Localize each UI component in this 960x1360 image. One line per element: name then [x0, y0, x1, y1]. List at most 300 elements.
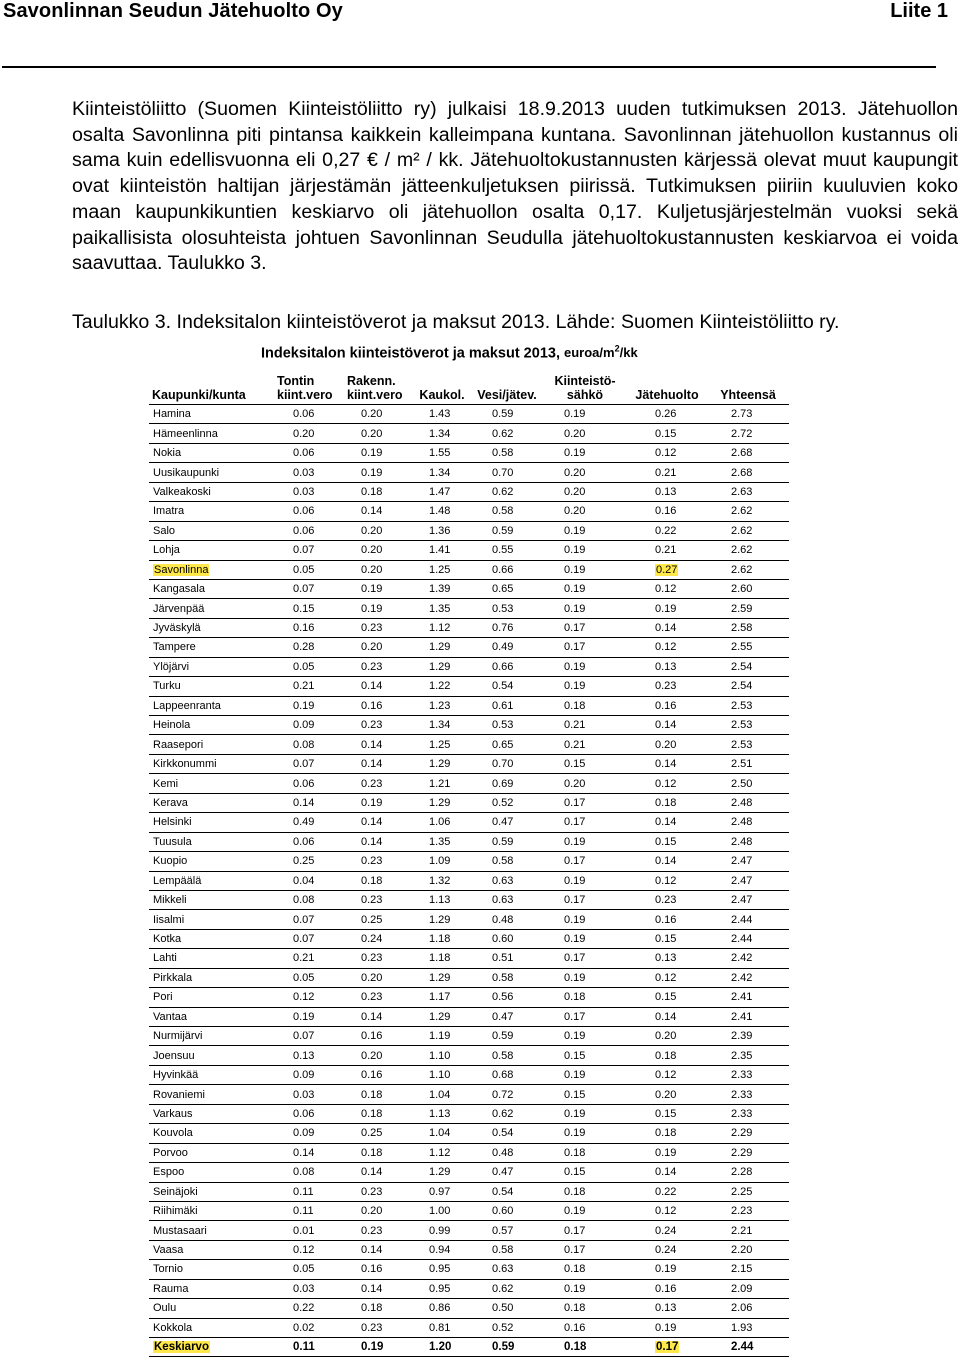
cell-city: Ylöjärvi	[149, 657, 269, 676]
cell-total: 2.39	[707, 1027, 789, 1046]
cell-building-tax: 0.14	[339, 1007, 413, 1026]
cell-heating: 1.34	[413, 716, 471, 735]
cell-water: 0.52	[471, 793, 543, 812]
cell-plot-tax: 0.07	[269, 579, 339, 598]
cell-waste: 0.22	[627, 1182, 707, 1201]
table-row	[149, 890, 789, 909]
table-row	[149, 1027, 789, 1046]
col-header-building-tax: Rakenn. kiint.vero	[339, 362, 413, 405]
cell-heating: 1.35	[413, 832, 471, 851]
cell-building-tax: 0.14	[339, 677, 413, 696]
cell-heating: 1.43	[413, 405, 471, 424]
cell-total: 2.42	[707, 949, 789, 968]
cell-total: 2.55	[707, 638, 789, 657]
cell-water: 0.59	[471, 1027, 543, 1046]
table-row	[149, 1104, 789, 1123]
cell-heating: 1.48	[413, 502, 471, 521]
cell-electricity: 0.18	[543, 1299, 627, 1318]
cell-water: 0.55	[471, 541, 543, 560]
col-header-water: Vesi/jätev.	[471, 362, 543, 405]
cell-water: 0.66	[471, 560, 543, 579]
cell-city: Imatra	[149, 502, 269, 521]
cell-plot-tax: 0.14	[269, 1143, 339, 1162]
cell-waste: 0.13	[627, 949, 707, 968]
cell-total: 2.63	[707, 482, 789, 501]
cell-city: Kotka	[149, 929, 269, 948]
cell-heating: 1.21	[413, 774, 471, 793]
cell-plot-tax: 0.08	[269, 890, 339, 909]
cell-water: 0.72	[471, 1085, 543, 1104]
cell-waste: 0.15	[627, 988, 707, 1007]
cell-waste: 0.13	[627, 657, 707, 676]
cell-total: 2.28	[707, 1163, 789, 1182]
cell-waste: 0.12	[627, 443, 707, 462]
cell-electricity: 0.15	[543, 1085, 627, 1104]
cell-total: 2.59	[707, 599, 789, 618]
cell-building-tax: 0.18	[339, 1104, 413, 1123]
cell-plot-tax: 0.21	[269, 677, 339, 696]
cell-waste: 0.19	[627, 599, 707, 618]
cell-water: 0.49	[471, 638, 543, 657]
cell-waste: 0.23	[627, 677, 707, 696]
cell-electricity: 0.18	[543, 1260, 627, 1279]
cell-water: 0.62	[471, 424, 543, 443]
cell-city: Tampere	[149, 638, 269, 657]
cell-total: 2.50	[707, 774, 789, 793]
cell-heating: 1.20	[413, 1338, 471, 1357]
cell-heating: 0.94	[413, 1240, 471, 1259]
cell-total: 2.35	[707, 1046, 789, 1065]
cell-plot-tax: 0.06	[269, 521, 339, 540]
cell-electricity: 0.15	[543, 754, 627, 773]
cell-heating: 1.47	[413, 482, 471, 501]
table-row	[149, 988, 789, 1007]
cell-total: 2.33	[707, 1085, 789, 1104]
cell-total: 2.60	[707, 579, 789, 598]
cell-heating: 0.99	[413, 1221, 471, 1240]
cell-plot-tax: 0.03	[269, 1279, 339, 1298]
cell-city: Savonlinna	[149, 560, 269, 579]
cell-water: 0.76	[471, 618, 543, 637]
table-row	[149, 1240, 789, 1259]
cell-building-tax: 0.20	[339, 405, 413, 424]
cell-plot-tax: 0.05	[269, 1260, 339, 1279]
cell-waste: 0.12	[627, 579, 707, 598]
cell-water: 0.69	[471, 774, 543, 793]
cell-heating: 1.29	[413, 1163, 471, 1182]
cell-heating: 1.25	[413, 735, 471, 754]
cell-total: 2.47	[707, 852, 789, 871]
cell-electricity: 0.19	[543, 968, 627, 987]
cell-plot-tax: 0.14	[269, 793, 339, 812]
cell-water: 0.48	[471, 910, 543, 929]
cell-total: 1.93	[707, 1318, 789, 1337]
cell-water: 0.47	[471, 813, 543, 832]
cell-waste: 0.12	[627, 1201, 707, 1220]
cell-building-tax: 0.20	[339, 968, 413, 987]
cell-building-tax: 0.16	[339, 1260, 413, 1279]
cell-building-tax: 0.20	[339, 1201, 413, 1220]
cell-water: 0.52	[471, 1318, 543, 1337]
cell-electricity: 0.19	[543, 871, 627, 890]
cell-building-tax: 0.14	[339, 754, 413, 773]
cell-plot-tax: 0.05	[269, 968, 339, 987]
cell-total: 2.25	[707, 1182, 789, 1201]
table-row	[149, 852, 789, 871]
table-row	[149, 677, 789, 696]
cell-waste: 0.24	[627, 1240, 707, 1259]
cell-plot-tax: 0.19	[269, 696, 339, 715]
cell-building-tax: 0.20	[339, 541, 413, 560]
cell-total: 2.29	[707, 1143, 789, 1162]
cell-waste: 0.14	[627, 716, 707, 735]
cell-building-tax: 0.23	[339, 657, 413, 676]
cell-building-tax: 0.19	[339, 793, 413, 812]
cell-total: 2.47	[707, 871, 789, 890]
cell-heating: 1.34	[413, 463, 471, 482]
cell-electricity: 0.19	[543, 1279, 627, 1298]
cell-plot-tax: 0.06	[269, 443, 339, 462]
cell-city: Kokkola	[149, 1318, 269, 1337]
cell-water: 0.58	[471, 852, 543, 871]
cell-total: 2.62	[707, 541, 789, 560]
cell-waste: 0.21	[627, 463, 707, 482]
cell-city: Raasepori	[149, 735, 269, 754]
cell-water: 0.54	[471, 1124, 543, 1143]
cell-electricity: 0.15	[543, 1046, 627, 1065]
cell-waste: 0.15	[627, 832, 707, 851]
cell-building-tax: 0.20	[339, 638, 413, 657]
cell-total: 2.20	[707, 1240, 789, 1259]
table-row	[149, 424, 789, 443]
cell-building-tax: 0.19	[339, 1338, 413, 1357]
intro-text: Kiinteistöliitto (Suomen Kiinteistöliitto ry) julkaisi 18.9.2013 uuden tutkimuksen 2013. Jätehuollon osalta Savonlinna piti pintansa kaikkein kalleimpana kuntana. Savonlinnan jätehuollon kustannus oli sama kuin edellisvuonna eli 0,27 € / m² / kk. Jätehuoltokustannusten kärjessä olevat muut kaupungit ovat kiinteistön haltijan järjestämän jätteenkuljetuksen piirissä. Tutkimuksen piiriin kuuluvien koko maan kaupunkikuntien keskiarvo oli jätehuollon osalta 0,17. Kuljetusjärjestelmän vuoksi sekä paikallisista olosuhteista johtuen Savonlinnan Seudulla jätehuoltokustannusten keskiarvoa ei voida saavuttaa. Taulukko 3.	[72, 98, 958, 275]
cell-water: 0.63	[471, 871, 543, 890]
cell-city: Tornio	[149, 1260, 269, 1279]
cell-water: 0.59	[471, 832, 543, 851]
cell-total: 2.06	[707, 1299, 789, 1318]
cell-city: Kouvola	[149, 1124, 269, 1143]
table-title	[261, 344, 638, 361]
cell-waste: 0.13	[627, 1299, 707, 1318]
table-row	[149, 502, 789, 521]
cell-total: 2.48	[707, 832, 789, 851]
cell-city: Vaasa	[149, 1240, 269, 1259]
cell-waste: 0.22	[627, 521, 707, 540]
table-title-text: Indeksitalon kiinteistöverot ja maksut 2013,	[261, 345, 560, 362]
cell-electricity: 0.18	[543, 1182, 627, 1201]
table-row	[149, 1124, 789, 1143]
cell-electricity: 0.19	[543, 521, 627, 540]
cell-total: 2.15	[707, 1260, 789, 1279]
cell-plot-tax: 0.04	[269, 871, 339, 890]
table-caption: Taulukko 3. Indeksitalon kiinteistöverot ja maksut 2013. Lähde: Suomen Kiinteistöliitto ry.	[72, 311, 840, 333]
cell-waste: 0.18	[627, 1046, 707, 1065]
cell-water: 0.58	[471, 502, 543, 521]
cell-building-tax: 0.20	[339, 1046, 413, 1065]
cell-heating: 1.41	[413, 541, 471, 560]
cell-electricity: 0.19	[543, 929, 627, 948]
cell-city: Kemi	[149, 774, 269, 793]
cell-plot-tax: 0.05	[269, 657, 339, 676]
cell-water: 0.47	[471, 1007, 543, 1026]
cell-heating: 1.09	[413, 852, 471, 871]
cell-total: 2.48	[707, 793, 789, 812]
col-header-waste: Jätehuolto	[627, 362, 707, 405]
cell-total: 2.62	[707, 521, 789, 540]
cell-city: Kangasala	[149, 579, 269, 598]
cell-city: Espoo	[149, 1163, 269, 1182]
table-row	[149, 1221, 789, 1240]
cell-building-tax: 0.20	[339, 424, 413, 443]
cell-building-tax: 0.23	[339, 716, 413, 735]
cell-heating: 1.00	[413, 1201, 471, 1220]
cell-total: 2.33	[707, 1104, 789, 1123]
cell-heating: 1.35	[413, 599, 471, 618]
cell-total: 2.44	[707, 910, 789, 929]
cell-city: Helsinki	[149, 813, 269, 832]
cell-waste: 0.12	[627, 968, 707, 987]
cell-plot-tax: 0.25	[269, 852, 339, 871]
cell-electricity: 0.17	[543, 618, 627, 637]
cell-total: 2.53	[707, 716, 789, 735]
cell-electricity: 0.17	[543, 1221, 627, 1240]
cell-heating: 0.97	[413, 1182, 471, 1201]
cell-heating: 1.29	[413, 910, 471, 929]
cell-city: Kerava	[149, 793, 269, 812]
cell-water: 0.65	[471, 735, 543, 754]
cell-heating: 1.04	[413, 1124, 471, 1143]
cell-building-tax: 0.23	[339, 988, 413, 1007]
cell-water: 0.70	[471, 463, 543, 482]
cell-city: Uusikaupunki	[149, 463, 269, 482]
table-row	[149, 832, 789, 851]
table-row	[149, 1318, 789, 1337]
cell-electricity: 0.19	[543, 1201, 627, 1220]
cell-heating: 0.95	[413, 1279, 471, 1298]
cell-heating: 1.06	[413, 813, 471, 832]
cell-city: Oulu	[149, 1299, 269, 1318]
cost-table	[149, 362, 789, 1357]
cell-building-tax: 0.14	[339, 502, 413, 521]
intro-paragraph	[72, 97, 958, 277]
cell-plot-tax: 0.11	[269, 1338, 339, 1357]
cell-electricity: 0.17	[543, 1007, 627, 1026]
company-name: Savonlinnan Seudun Jätehuolto Oy	[3, 0, 343, 22]
cell-total: 2.47	[707, 890, 789, 909]
cell-heating: 0.95	[413, 1260, 471, 1279]
cell-building-tax: 0.14	[339, 1279, 413, 1298]
cell-plot-tax: 0.12	[269, 1240, 339, 1259]
table-row	[149, 579, 789, 598]
cell-waste: 0.15	[627, 929, 707, 948]
cell-plot-tax: 0.06	[269, 502, 339, 521]
table-row	[149, 1046, 789, 1065]
cell-heating: 1.55	[413, 443, 471, 462]
cell-city: Seinäjoki	[149, 1182, 269, 1201]
cell-city: Vantaa	[149, 1007, 269, 1026]
cell-water: 0.59	[471, 1338, 543, 1357]
cell-waste: 0.14	[627, 618, 707, 637]
col-header-city: Kaupunki/kunta	[149, 362, 269, 405]
cell-water: 0.50	[471, 1299, 543, 1318]
cell-total: 2.51	[707, 754, 789, 773]
cell-water: 0.60	[471, 1201, 543, 1220]
cell-plot-tax: 0.16	[269, 618, 339, 637]
cell-electricity: 0.20	[543, 482, 627, 501]
cell-electricity: 0.19	[543, 657, 627, 676]
cell-electricity: 0.18	[543, 1338, 627, 1357]
cell-electricity: 0.19	[543, 579, 627, 598]
cell-heating: 1.17	[413, 988, 471, 1007]
table-row	[149, 774, 789, 793]
cell-waste: 0.27	[627, 560, 707, 579]
cell-building-tax: 0.19	[339, 599, 413, 618]
cell-city: Jyväskylä	[149, 618, 269, 637]
table-row	[149, 541, 789, 560]
cell-city: Salo	[149, 521, 269, 540]
cell-plot-tax: 0.19	[269, 1007, 339, 1026]
cell-waste: 0.26	[627, 405, 707, 424]
cell-total: 2.72	[707, 424, 789, 443]
cell-plot-tax: 0.03	[269, 1085, 339, 1104]
cell-building-tax: 0.20	[339, 560, 413, 579]
cell-city: Lempäälä	[149, 871, 269, 890]
cell-building-tax: 0.23	[339, 1318, 413, 1337]
cell-plot-tax: 0.06	[269, 405, 339, 424]
cell-electricity: 0.19	[543, 443, 627, 462]
cell-electricity: 0.17	[543, 638, 627, 657]
cell-plot-tax: 0.07	[269, 541, 339, 560]
cell-heating: 1.23	[413, 696, 471, 715]
cell-water: 0.68	[471, 1065, 543, 1084]
cell-water: 0.59	[471, 521, 543, 540]
cell-plot-tax: 0.09	[269, 716, 339, 735]
cell-heating: 1.29	[413, 793, 471, 812]
cell-city: Mustasaari	[149, 1221, 269, 1240]
cell-building-tax: 0.24	[339, 929, 413, 948]
cell-city: Järvenpää	[149, 599, 269, 618]
cell-water: 0.70	[471, 754, 543, 773]
cell-plot-tax: 0.07	[269, 910, 339, 929]
table-body	[149, 405, 789, 1357]
cell-plot-tax: 0.13	[269, 1046, 339, 1065]
cell-heating: 1.19	[413, 1027, 471, 1046]
cell-electricity: 0.15	[543, 1163, 627, 1182]
cell-electricity: 0.20	[543, 424, 627, 443]
cell-plot-tax: 0.21	[269, 949, 339, 968]
cell-building-tax: 0.23	[339, 949, 413, 968]
cell-electricity: 0.21	[543, 716, 627, 735]
cell-plot-tax: 0.15	[269, 599, 339, 618]
cell-city: Hyvinkää	[149, 1065, 269, 1084]
cell-water: 0.58	[471, 443, 543, 462]
cell-waste: 0.12	[627, 871, 707, 890]
cell-water: 0.58	[471, 1240, 543, 1259]
cell-city: Hamina	[149, 405, 269, 424]
cell-waste: 0.15	[627, 1104, 707, 1123]
table-row	[149, 929, 789, 948]
table-row	[149, 618, 789, 637]
cell-city: Keskiarvo	[149, 1338, 269, 1357]
cell-electricity: 0.19	[543, 1104, 627, 1123]
cell-water: 0.59	[471, 405, 543, 424]
cell-city: Nokia	[149, 443, 269, 462]
cell-total: 2.53	[707, 696, 789, 715]
table-row	[149, 1085, 789, 1104]
cell-city: Pori	[149, 988, 269, 1007]
cell-heating: 1.32	[413, 871, 471, 890]
cell-total: 2.41	[707, 1007, 789, 1026]
col-header-electricity: Kiinteistö- sähkö	[543, 362, 627, 405]
cell-electricity: 0.17	[543, 793, 627, 812]
cell-city: Pirkkala	[149, 968, 269, 987]
cell-heating: 1.18	[413, 929, 471, 948]
cell-heating: 1.12	[413, 618, 471, 637]
cell-electricity: 0.19	[543, 541, 627, 560]
table-title-unit: euroa/$m^2/kk$	[564, 344, 638, 361]
cell-electricity: 0.19	[543, 910, 627, 929]
cell-electricity: 0.16	[543, 1318, 627, 1337]
cell-city: Varkaus	[149, 1104, 269, 1123]
cell-plot-tax: 0.09	[269, 1124, 339, 1143]
cell-electricity: 0.21	[543, 735, 627, 754]
cell-electricity: 0.18	[543, 1143, 627, 1162]
cell-heating: 1.04	[413, 1085, 471, 1104]
cell-electricity: 0.20	[543, 774, 627, 793]
col-header-total: Yhteensä	[707, 362, 789, 405]
cell-city: Mikkeli	[149, 890, 269, 909]
cell-electricity: 0.18	[543, 696, 627, 715]
cell-heating: 1.39	[413, 579, 471, 598]
header-divider	[2, 66, 936, 68]
cell-plot-tax: 0.49	[269, 813, 339, 832]
cell-heating: 1.29	[413, 1007, 471, 1026]
cell-heating: 1.12	[413, 1143, 471, 1162]
cell-total: 2.62	[707, 560, 789, 579]
cell-waste: 0.19	[627, 1318, 707, 1337]
cell-plot-tax: 0.07	[269, 754, 339, 773]
table-row	[149, 1163, 789, 1182]
cell-water: 0.58	[471, 1046, 543, 1065]
cell-electricity: 0.17	[543, 890, 627, 909]
cell-waste: 0.13	[627, 482, 707, 501]
table-row	[149, 443, 789, 462]
table-row	[149, 1007, 789, 1026]
cell-plot-tax: 0.11	[269, 1201, 339, 1220]
cell-total: 2.44	[707, 1338, 789, 1357]
cell-total: 2.29	[707, 1124, 789, 1143]
cell-water: 0.48	[471, 1143, 543, 1162]
cell-waste: 0.19	[627, 1143, 707, 1162]
table-row	[149, 754, 789, 773]
cell-plot-tax: 0.02	[269, 1318, 339, 1337]
cell-building-tax: 0.16	[339, 1065, 413, 1084]
cell-plot-tax: 0.28	[269, 638, 339, 657]
table-header-row	[149, 362, 789, 405]
cell-waste: 0.18	[627, 793, 707, 812]
cell-building-tax: 0.19	[339, 463, 413, 482]
cell-electricity: 0.19	[543, 1124, 627, 1143]
cell-total: 2.41	[707, 988, 789, 1007]
cell-electricity: 0.18	[543, 988, 627, 1007]
cell-waste: 0.12	[627, 774, 707, 793]
cell-electricity: 0.20	[543, 502, 627, 521]
cell-city: Lappeenranta	[149, 696, 269, 715]
cell-waste: 0.20	[627, 735, 707, 754]
cell-waste: 0.21	[627, 541, 707, 560]
cell-electricity: 0.17	[543, 1240, 627, 1259]
